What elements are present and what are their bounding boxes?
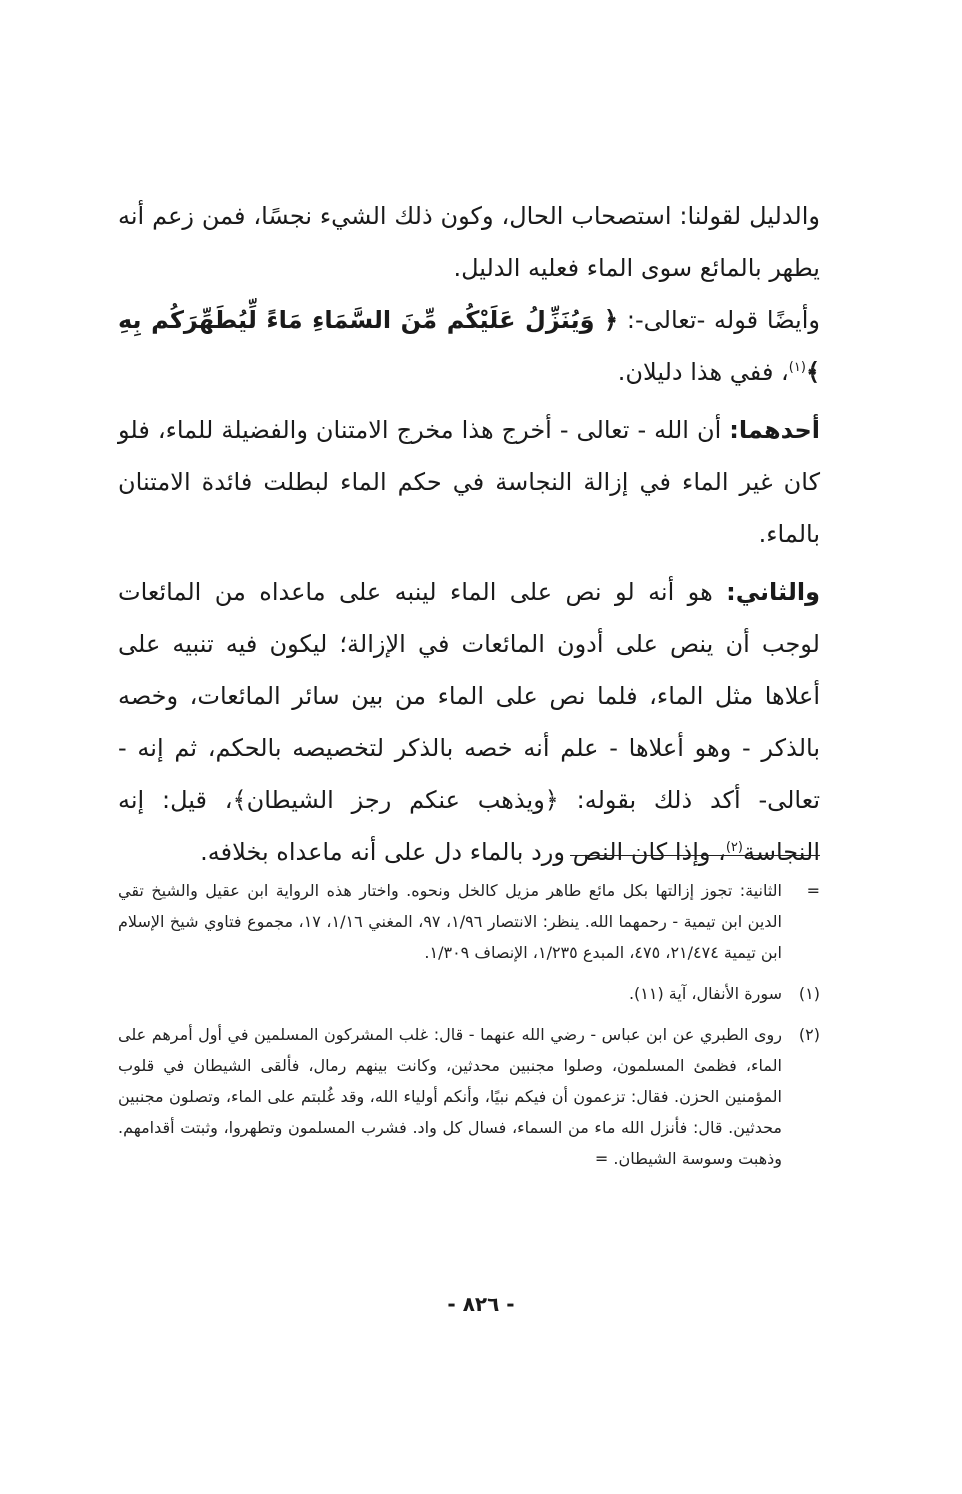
main-text	[118, 190, 820, 878]
quran-verse: ﴿ وَيُنَزِّلُ عَلَيْكُم مِّنَ السَّمَاءِ مَاءً لِّيُطَهِّرَكُم بِهِ ﴾	[118, 306, 820, 386]
footnote-ref-2[interactable]: (٢)	[725, 840, 743, 855]
paragraph-second-proof	[118, 566, 820, 878]
footnote-1-text: سورة الأنفال، آية (١١).	[628, 984, 782, 1003]
paragraph-first-proof	[118, 404, 820, 560]
footnote-2	[118, 1019, 820, 1174]
continuation-mark: =	[806, 881, 820, 900]
footnote-2-number: (٢)	[798, 1025, 820, 1044]
page-number: - ٨٢٦ -	[447, 1292, 515, 1316]
first-proof-text: أن الله - تعالى - أخرج هذا مخرج الامتنان والفضيلة للماء، فلو كان غير الماء في إزالة النجاسة في حكم الماء لبطلت فائدة الامتنان بالماء.	[118, 416, 820, 548]
footnote-1	[118, 978, 820, 1009]
continuation-text: الثانية: تجوز إزالتها بكل مائع طاهر مزيل كالخل ونحوه. واختار هذه الرواية ابن عقيل والشيخ تقي الدين ابن تيمية - رحمهما الله. ينظر: الانتصار ١/٩٦، ٩٧، المغني ١/١٦، ١٧، مجموع فتاوي شيخ الإسلام ابن تيمية ٢١/٤٧٤، ٤٧٥، المبدع ١/٢٣٥، الإنصاف ١/٣٠٩.	[118, 881, 782, 962]
footnote-1-number: (١)	[798, 984, 820, 1003]
second-proof-ending: ، وإذا كان النص ورد بالماء دل على أنه ماعداه بخلافه.	[200, 838, 726, 866]
second-proof-text: هو أنه لو نص على الماء لينبه على ماعداه من المائعات لوجب أن ينص على أدون المائعات في الإزالة؛ ليكون فيه تنبيه على أعلاها مثل الماء، فلما نص على الماء من بين سائر المائعات، وخصه بالذكر - وهو أعلاها - علم أنه خصه بالذكر لتخصيصه بالحكم، ثم إنه - تعالى- أكد ذلك بقوله: ﴿ويذهب عنكم رجز الشيطان﴾، قيل: إنه النجاسة	[118, 578, 820, 866]
footnote-separator	[570, 855, 820, 856]
paragraph-verse	[118, 294, 820, 398]
verse-followup: ، ففي هذا دليلان.	[617, 358, 789, 386]
first-proof-heading: أحدهما:	[729, 416, 820, 444]
footnotes	[118, 875, 820, 1174]
footnote-continuation	[118, 875, 820, 968]
paragraph-evidence: والدليل لقولنا: استصحاب الحال، وكون ذلك الشيء نجسًا، فمن زعم أنه يطهر بالمائع سوى الماء فعليه الدليل.	[118, 202, 820, 282]
footnote-ref-1[interactable]: (١)	[788, 360, 806, 375]
footnote-2-text: روى الطبري عن ابن عباس - رضي الله عنهما - قال: غلب المشركون المسلمين في أول أمرهم على الماء، فظمئ المسلمون، وصلوا مجنبين محدثين، وكانت بينهم رمال، فألقى الشيطان في قلوب المؤمنين الحزن. فقال: تزعمون أن فيكم نبيًا، وأنكم أولياء الله، وقد غُلبتم على الماء، وتصلون مجنبين محدثين. قال: فأنزل الله ماء من السماء، فسال كل واد. فشرب المسلمون وتطهروا، وثبتت أقدامهم. وذهبت وسوسة الشيطان. =	[118, 1025, 782, 1168]
verse-intro: وأيضًا قوله -تعالى-:	[618, 306, 820, 334]
second-proof-heading: والثاني:	[726, 578, 820, 606]
